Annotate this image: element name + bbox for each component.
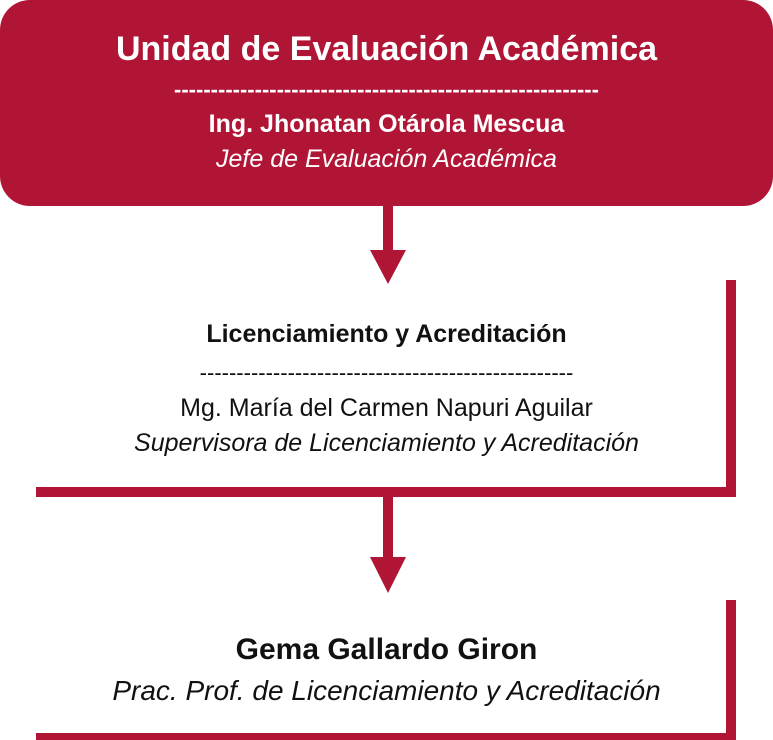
down-arrow-icon — [368, 206, 408, 286]
head-name: Ing. Jhonatan Otárola Mescua — [208, 110, 565, 138]
practicante-box — [36, 600, 736, 740]
practicante-name: Gema Gallardo Giron — [235, 633, 538, 666]
unidad-evaluacion-box — [0, 0, 773, 206]
box-border-bottom — [36, 487, 736, 497]
licenciamiento-box — [36, 280, 736, 497]
separator-line: ---------------------------------------------------------- — [174, 78, 599, 102]
unit-title: Unidad de Evaluación Académica — [115, 30, 658, 68]
head-role: Jefe de Evaluación Académica — [216, 145, 557, 173]
area-title: Licenciamiento y Acreditación — [206, 320, 567, 348]
box-border-right — [726, 600, 736, 740]
box-border-bottom — [36, 733, 736, 740]
box-border-right — [726, 280, 736, 497]
supervisor-role: Supervisora de Licenciamiento y Acreditación — [134, 429, 639, 457]
down-arrow-icon — [368, 497, 408, 597]
supervisor-name: Mg. María del Carmen Napuri Aguilar — [180, 394, 593, 422]
practicante-role: Prac. Prof. de Licenciamiento y Acreditación — [112, 675, 661, 706]
separator-line: --------------------------------------------------- — [199, 361, 574, 385]
